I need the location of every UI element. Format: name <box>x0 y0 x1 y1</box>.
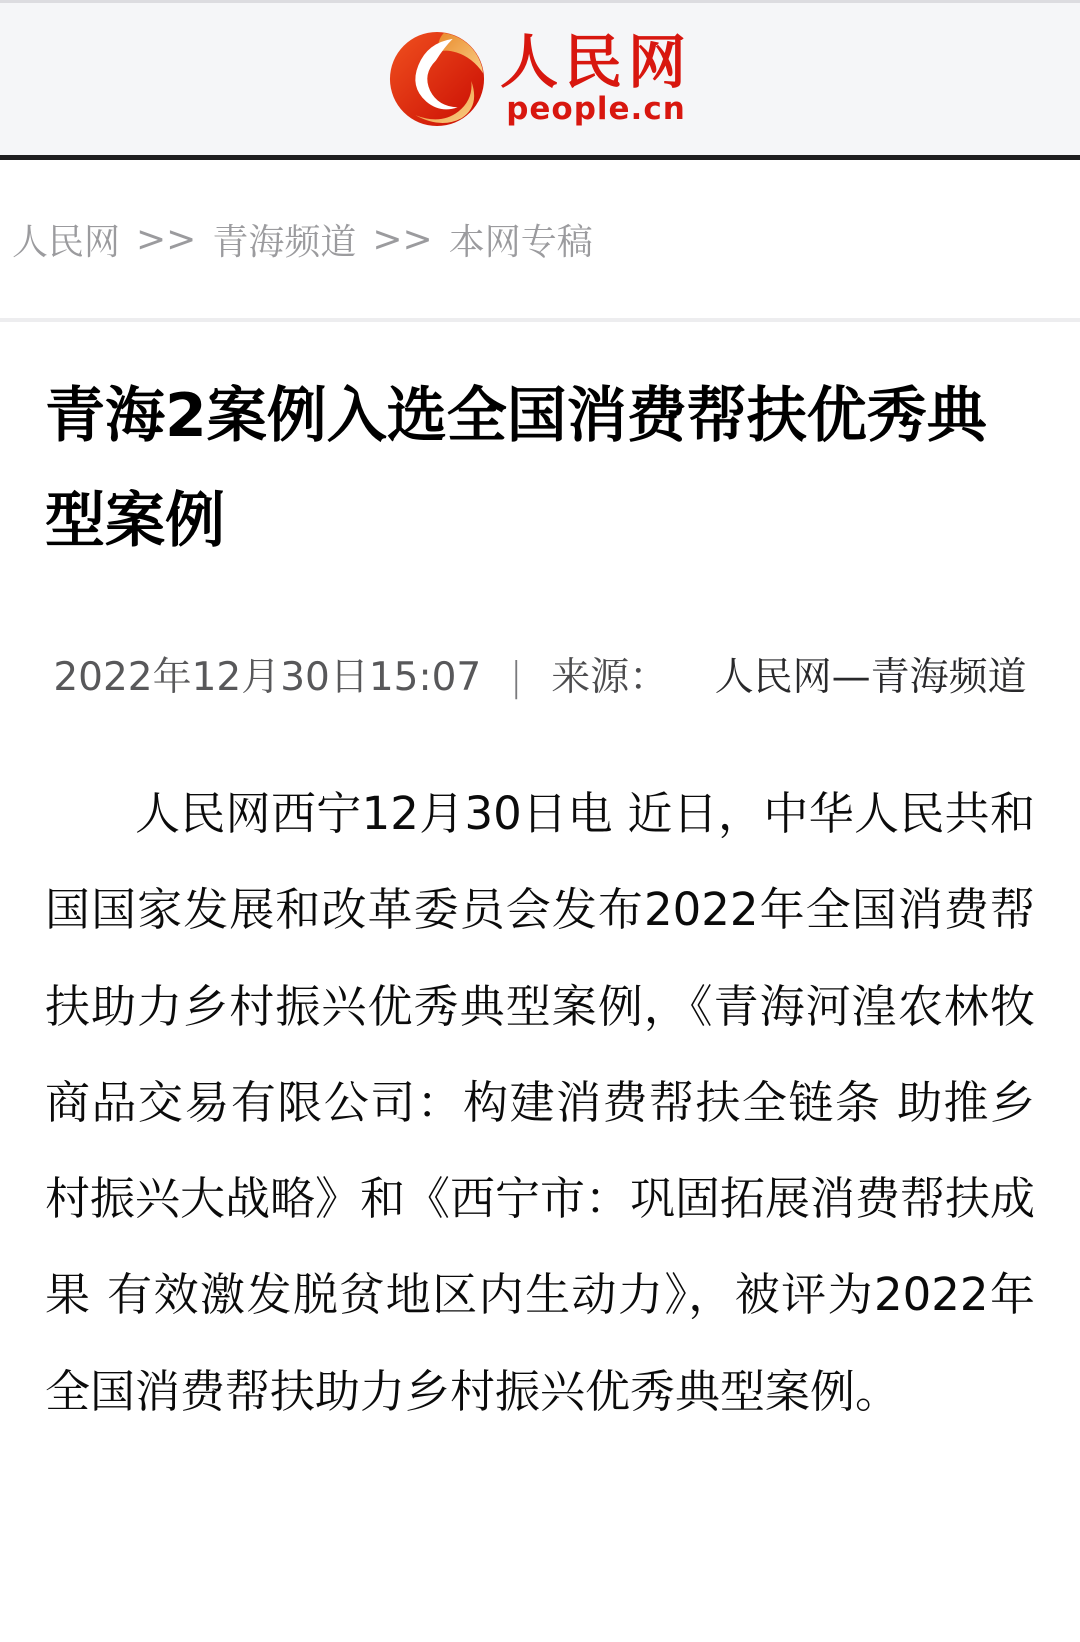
breadcrumb-item-home[interactable]: 人民网 <box>12 221 121 263</box>
article-date: 2022年12月30日15:07 <box>53 655 482 700</box>
logo-brand-domain: people.cn <box>506 90 686 127</box>
people-logo-ball-icon <box>388 30 486 128</box>
meta-separator: | <box>509 655 523 700</box>
page-title: 青海2案例入选全国消费帮扶优秀典型案例 <box>45 381 987 556</box>
article-meta <box>45 646 1035 702</box>
breadcrumb-item-section[interactable]: 本网专稿 <box>448 221 593 263</box>
source-name: 人民网—青海频道 <box>714 655 1027 700</box>
breadcrumb <box>0 160 1080 322</box>
breadcrumb-separator: >> <box>372 218 433 260</box>
people-cn-logo[interactable] <box>388 30 692 128</box>
source-label: 来源： <box>551 655 669 700</box>
site-header <box>0 0 1080 160</box>
breadcrumb-separator: >> <box>136 218 197 260</box>
breadcrumb-item-channel[interactable]: 青海频道 <box>212 221 357 263</box>
logo-brand-chinese: 人民网 <box>499 28 692 97</box>
article <box>0 364 1080 1500</box>
article-paragraph: 人民网西宁12月30日电 近日，中华人民共和国国家发展和改革委员会发布2022年全国消费帮扶助力乡村振兴优秀典型案例，《青海河湟农林牧商品交易有限公司：构建消费帮扶全链条 助推乡村振兴大战略》和《西宁市：巩固拓展消费帮扶成果 有效激发脱贫地区内生动力》，被评为2022年全国消费帮扶助力乡村振兴优秀典型案例。 <box>45 787 1036 1418</box>
logo-text <box>499 28 692 127</box>
